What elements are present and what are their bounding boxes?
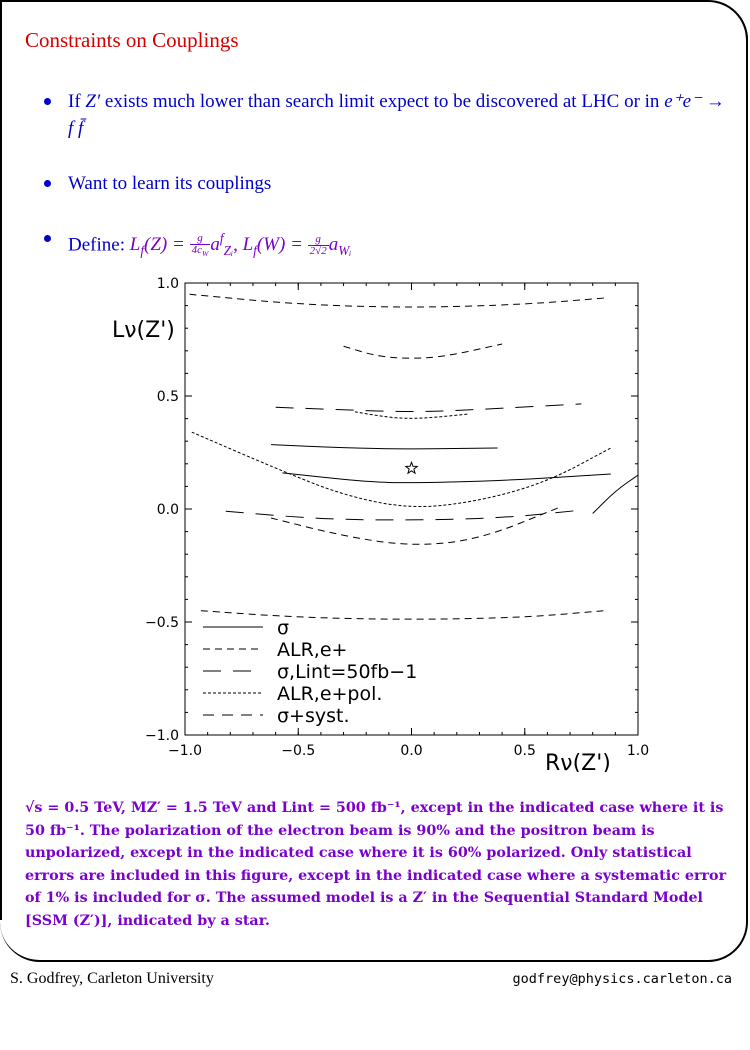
series-curve-dotted (192, 432, 611, 506)
coupling-plot (100, 272, 660, 772)
bullet-item: Want to learn its couplings (42, 170, 732, 197)
y-axis-label: Lν(Z') (112, 318, 175, 343)
series-curve-solid (282, 473, 610, 483)
figure-caption: √s = 0.5 TeV, MZ′ = 1.5 TeV and Lint = 500 fb⁻¹, except in the indicated case where it is 50 fb⁻¹. The polarization of the electron beam is 90% and the positron beam is unpolarized, except in the indicated case where it is 60% polarized. Only statistical errors are included in this figure, except in the indicated case where a systematic error of 1% is included for σ. The assumed model is a Z′ in the Sequential Standard Model [SSM (Z′)], indicated by a star. (25, 800, 727, 929)
legend-label: ALR,e+ (277, 639, 348, 661)
bullet-list (42, 88, 732, 292)
bullet-dot (44, 98, 51, 105)
x-tick-label: 0.5 (513, 743, 536, 759)
series-curve-longdash (276, 404, 582, 412)
series-curve-solid (593, 475, 638, 513)
series-curve-dotted (355, 412, 468, 418)
legend-label: ALR,e+pol. (277, 683, 383, 705)
x-tick-label: −1.0 (168, 743, 202, 759)
y-tick-label: −1.0 (145, 728, 179, 744)
footer-email: godfrey@physics.carleton.ca (512, 971, 732, 987)
bullet-dot (44, 235, 51, 242)
x-axis-label: Rν(Z') (545, 751, 611, 772)
slide-title: Constraints on Couplings (25, 28, 239, 52)
definition-lf-z: $L_f(Z)$ = $\frac{g}{4c_W}$ $a^f_{Zᵢ}$ (129, 231, 234, 259)
y-tick-label: 0.0 (156, 502, 179, 518)
series-curve-dashed (271, 507, 561, 545)
y-tick-label: 1.0 (156, 276, 179, 292)
legend-label: σ (277, 617, 290, 639)
bullet-item: Define: $L_f(Z)$ = $\frac{g}{4c_W}$ $a^f_{Zᵢ}$, $L_f(W)$ = $\frac{g}{2√2}$ $a_{Wᵢ}$ (42, 225, 732, 264)
ssm-star-icon (406, 462, 417, 473)
series-curve-dashed (190, 294, 609, 307)
series-curve-dashed (201, 611, 604, 619)
definition-lf-w: $L_f(W)$ = $\frac{g}{2√2}$ $a_{Wᵢ}$ (242, 233, 352, 259)
bullet-item: If Z′ exists much lower than search limit expect to be discovered at LHC or in e⁺e⁻ → f f̄ (42, 88, 732, 142)
x-tick-label: 1.0 (626, 743, 650, 759)
legend-label: σ,Lint=50fb−1 (277, 661, 418, 683)
series-curve-longdash (226, 510, 582, 520)
x-tick-label: −0.5 (281, 743, 316, 759)
bullet-dot (44, 180, 51, 187)
legend-label: σ+syst. (277, 705, 350, 727)
x-tick-label: 0.0 (400, 743, 423, 759)
footer-author: S. Godfrey, Carleton University (10, 970, 214, 987)
y-tick-label: 0.5 (156, 389, 179, 405)
series-curve-solid (271, 445, 498, 449)
series-curve-dashed (344, 344, 503, 358)
y-tick-label: −0.5 (145, 615, 179, 631)
